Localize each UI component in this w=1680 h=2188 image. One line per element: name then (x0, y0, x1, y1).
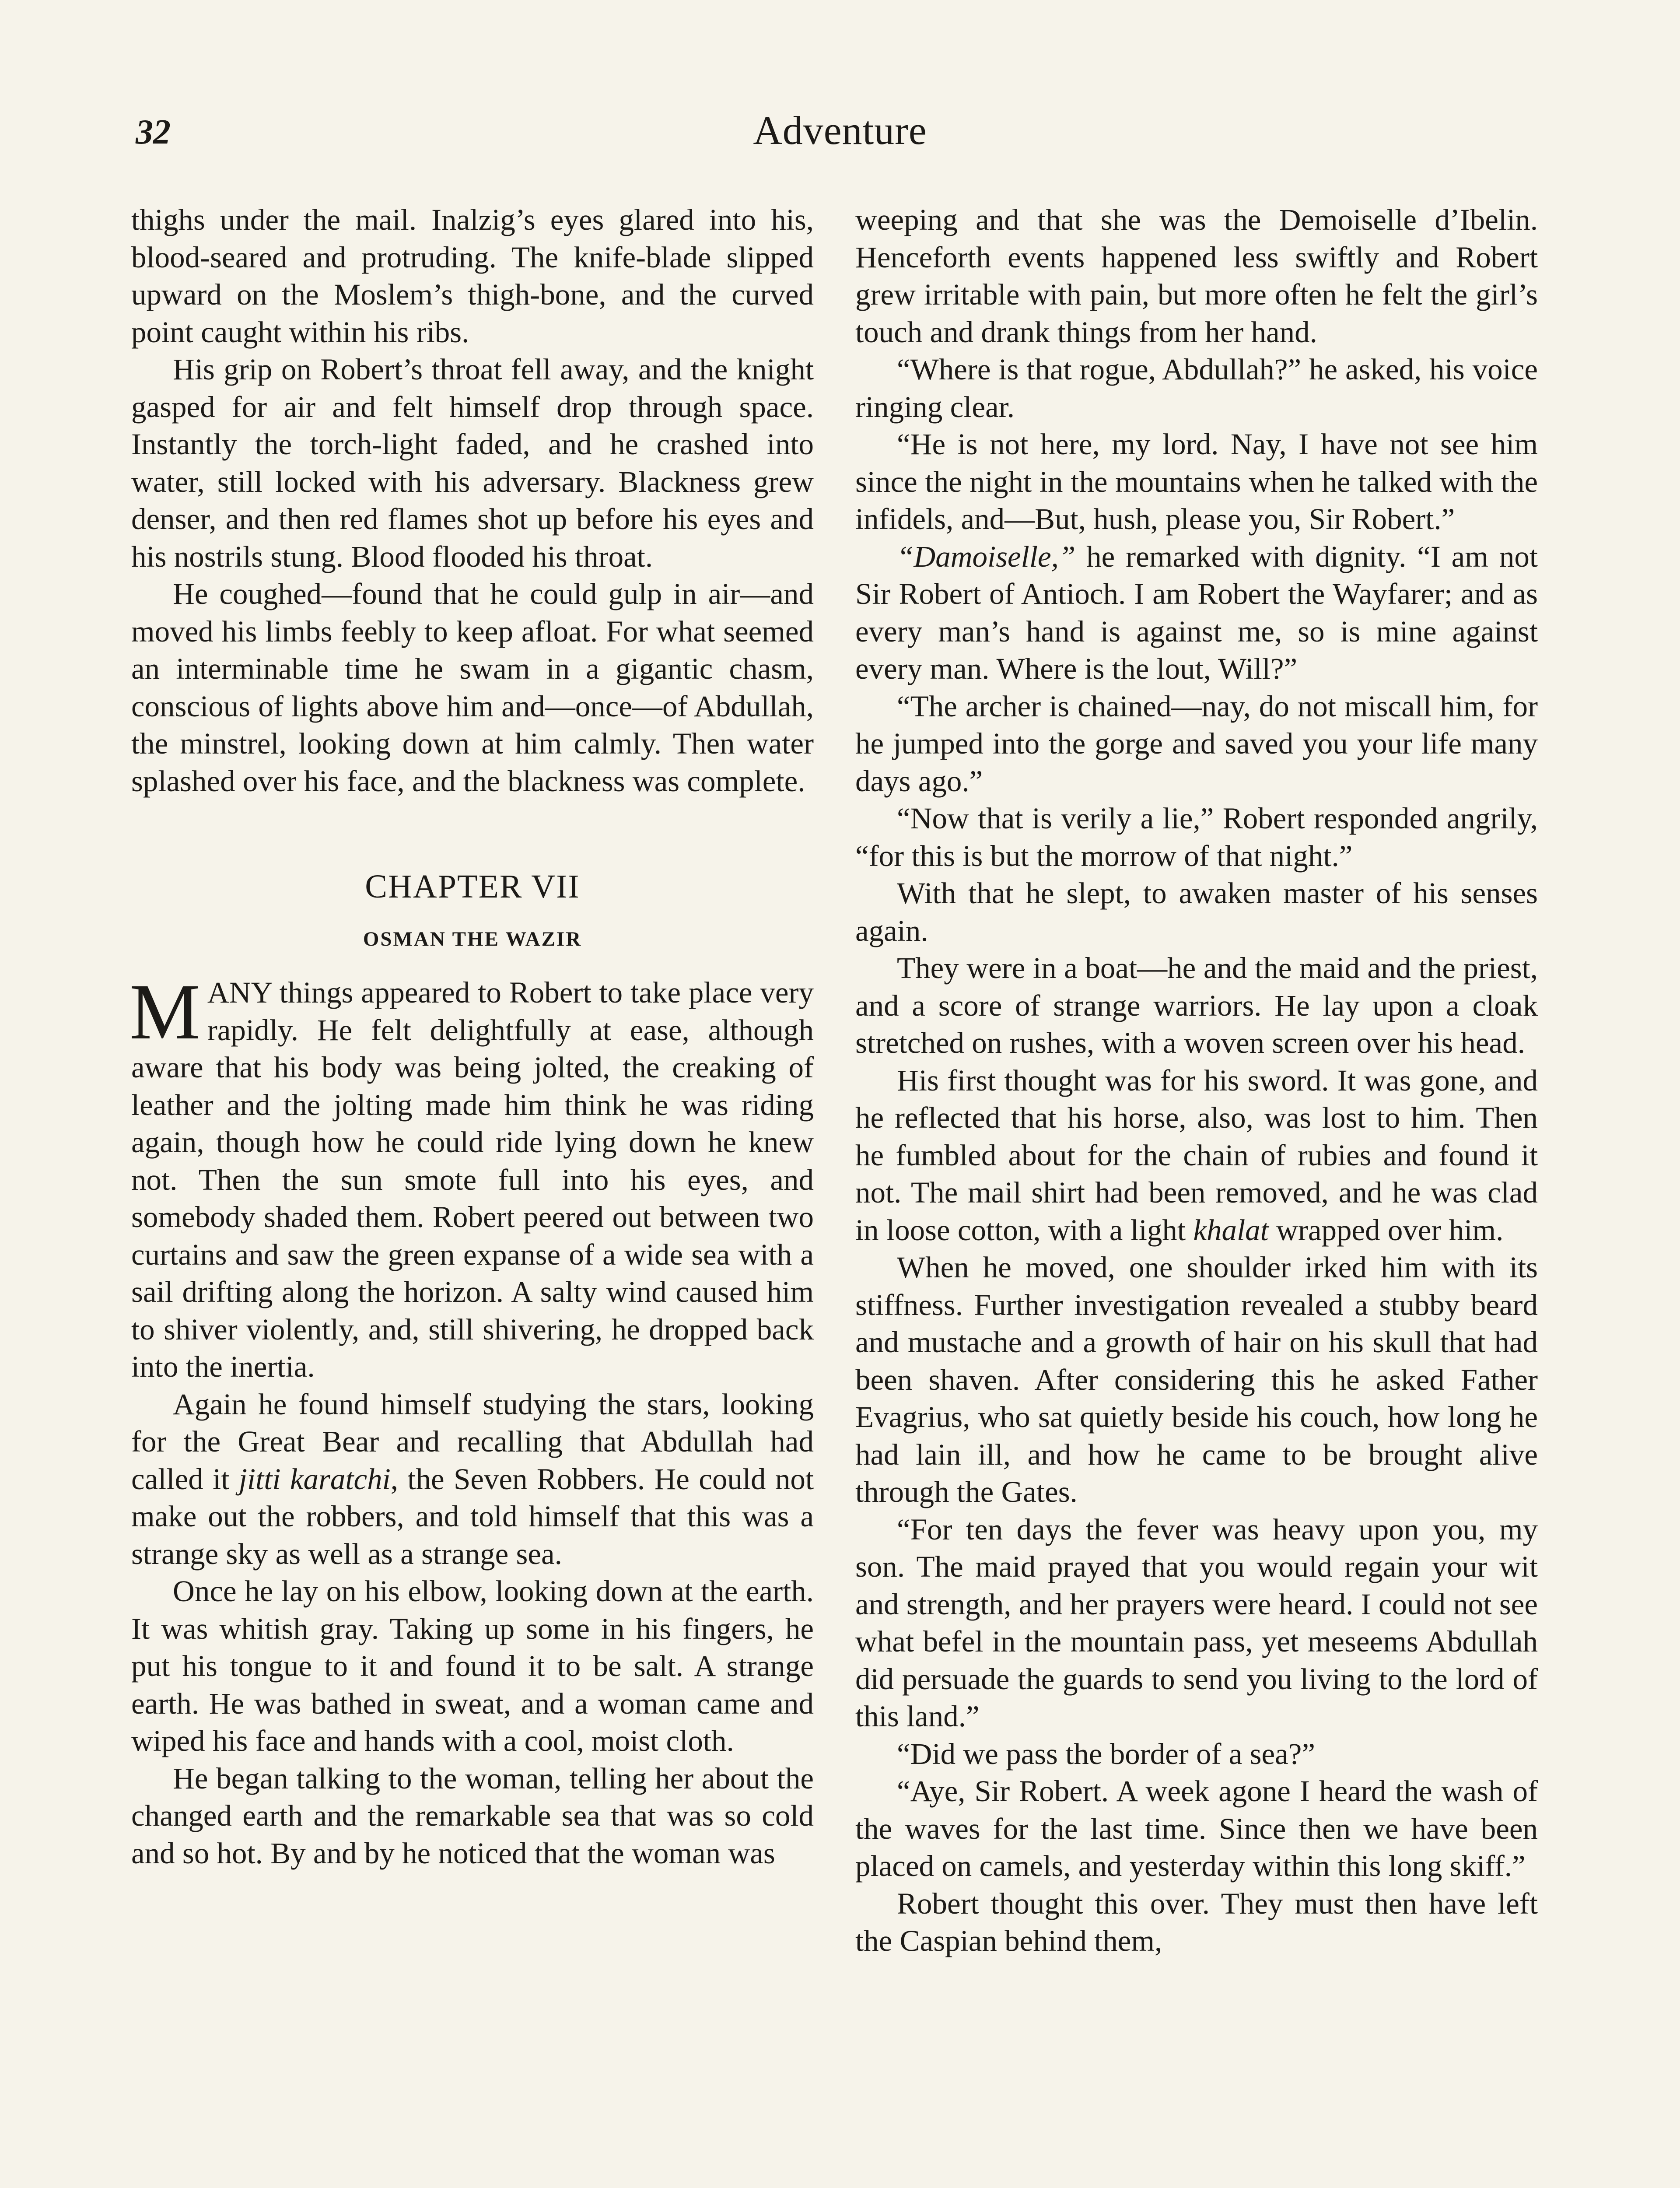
chapter-opening-paragraph (130, 968, 814, 1386)
paragraph: “He is not here, my lord. Nay, I have not see him since the night in the mountains when he talked with the infidels, and—But, hush, please you, Sir Robert.” (855, 428, 1538, 536)
paragraph: “The archer is chained—nay, do not miscall him, for he jumped into the gorge and saved you your life many days ago.” (855, 689, 1538, 798)
text-run: wrapped over him. (1268, 1213, 1504, 1247)
drop-cap: M (130, 968, 200, 1056)
paragraph: “For ten days the fever was heavy upon you, my son. The maid prayed that you would regain your wit and strength, and her prayers were heard. I could not see what befel in the mountain pass, yet meseems Abdullah did persuade the guards to send you living to the lord of this land.” (855, 1512, 1538, 1733)
italic-term: khalat (1193, 1213, 1269, 1247)
right-column (855, 201, 1538, 1960)
paragraph (131, 1386, 814, 1573)
paragraph: “Where is that rogue, Abdullah?” he asked, his voice ringing clear. (855, 353, 1538, 424)
chapter-title: CHAPTER VII (365, 868, 580, 905)
running-header (131, 107, 1549, 164)
paragraph: With that he slept, to awaken master of his senses again. (855, 877, 1538, 947)
paragraph: thighs under the mail. Inalzig’s eyes glared into his, blood-seared and protruding. The knife-blade slipped upward on the Moslem’s thigh-bone, and the curved point caught within his ribs. (131, 203, 814, 349)
paragraph (855, 1062, 1538, 1249)
paragraph: “Now that is verily a lie,” Robert responded angrily, “for this is but the morrow of that night.” (855, 802, 1538, 873)
text-run: His first thought was for his sword. It was gone, and he reflected that his horse, also, was lost to him. Then he fumbled about for the chain of rubies and found it not. The mail shirt had been removed, and he was clad in loose cotton, with a light (855, 1063, 1538, 1247)
paragraph: Robert thought this over. They must then have left the Caspian behind them, (855, 1886, 1538, 1957)
paragraph: When he moved, one shoulder irked him with its stiffness. Further investigation revealed a stubby beard and mustache and a growth of hair on his skull that had been shaven. After considering this he asked Father Evagrius, who sat quietly beside his couch, how long he had lain ill, and how he came to be brought alive through the Gates. (855, 1251, 1538, 1508)
paragraph: He began talking to the woman, telling her about the changed earth and the remarkable sea that was so cold and so hot. By and by he noticed that the woman was (131, 1761, 814, 1870)
page-number: 32 (136, 113, 171, 151)
paragraph: “Aye, Sir Robert. A week agone I heard the wash of the waves for the last time. Since then we have been placed on camels, and yesterday within this long skiff.” (855, 1774, 1538, 1883)
text-run: , the Seven Robbers. He could not make out the robbers, and told himself that this was a strange sky as well as a strange sea. (131, 1462, 814, 1571)
paragraph: He coughed—found that he could gulp in air—and moved his limbs feebly to keep afloat. For what seemed an interminable time he swam in a gigantic chasm, conscious of lights above him and—once—of Abdullah, the minstrel, looking down at him calmly. Then water splashed over his face, and the blackness was complete. (131, 577, 814, 798)
chapter-subtitle: OSMAN THE WAZIR (363, 928, 582, 950)
paragraph: “Did we pass the border of a sea?” (897, 1737, 1315, 1771)
paragraph: His grip on Robert’s throat fell away, and the knight gasped for air and felt himself drop through space. Instantly the torch-light faded, and he crashed into water, still locked with his adversary. Blackness grew denser, and then red flames shot up before his eyes and his nostrils stung. Blood flooded his throat. (131, 353, 814, 573)
opening-text: ANY things appeared to Robert to take place very rapidly. He felt delightfully at ease, although aware that his body was being jolted, the creaking of leather and the jolting made him think he was riding again, though how he could ride lying down he knew not. Then the sun smote full into his eyes, and somebody shaded them. Robert peered out between two curtains and saw the green expanse of a wide sea with a sail drifting along the horizon. A salty wind caused him to shiver violently, and, still shivering, he dropped back into the inertia. (131, 976, 814, 1383)
paragraph: weeping and that she was the Demoiselle d’Ibelin. Henceforth events happened less swiftly and Robert grew irritable with pain, but more often he felt the girl’s touch and drank things from her hand. (855, 203, 1538, 349)
paragraph: Once he lay on his elbow, looking down at the earth. It was whitish gray. Taking up some in his fingers, he put his tongue to it and found it to be salt. A strange earth. He was bathed in sweat, and a woman came and wiped his face and hands with a cool, moist cloth. (131, 1574, 814, 1757)
italic-term: “Damoiselle,” (897, 540, 1076, 573)
left-column (131, 201, 814, 1872)
paragraph: They were in a boat—he and the maid and the priest, and a score of strange warriors. He lay upon a cloak stretched on rushes, with a woven screen over his head. (855, 951, 1538, 1059)
text-run: he remarked with dignity. “I am not Sir Robert of Antioch. I am Robert the Wayfarer; and as every man’s hand is against me, so is mine against every man. Where is the lout, Will?” (855, 540, 1538, 685)
paragraph (855, 538, 1538, 688)
italic-term: jitti karatchi (238, 1462, 391, 1496)
magazine-title: Adventure (753, 108, 927, 153)
text-run: Again he found himself studying the stars, looking for the Great Bear and recalling that Abdullah had called it (131, 1387, 814, 1496)
